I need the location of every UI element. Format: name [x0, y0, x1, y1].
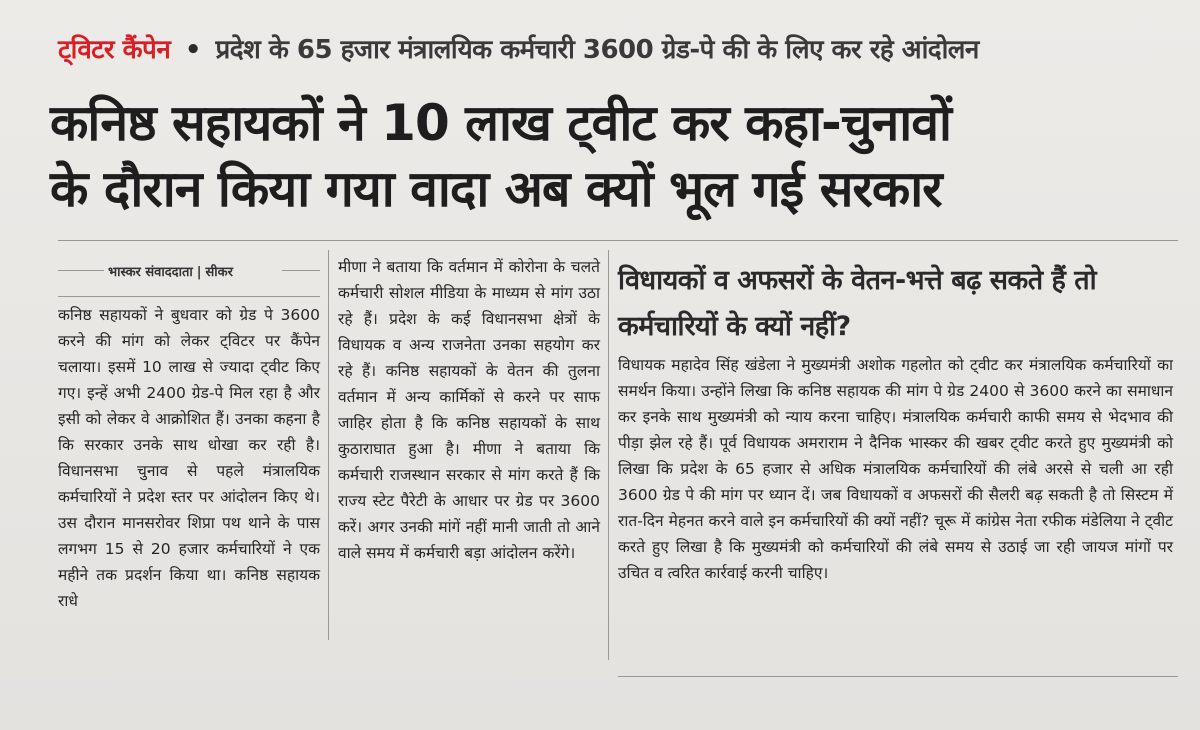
col1-top-rule — [58, 296, 320, 297]
kicker-line — [58, 30, 1178, 66]
subheadline: विधायकों व अफसरों के वेतन-भत्ते बढ़ सकते हैं तो कर्मचारियों के क्यों नहीं? — [618, 265, 1097, 342]
column-2-text: मीणा ने बताया कि वर्तमान में कोरोना के चलते कर्मचारी सोशल मीडिया के माध्यम से मांग उठा रहे हैं। प्रदेश के कई विधानसभा क्षेत्रों के विधायक व अन्य राजनेता उनका सहयोग कर रहे हैं। कनिष्ठ सहायकों के वेतन की तुलना वर्तमान में अन्य कार्मिकों से करने पर साफ जाहिर होता है कि कनिष्ठ सहायकों के साथ कुठाराघात हुआ है। मीणा ने बताया कि कर्मचारी राजस्थान सरकार से मांग करते हैं कि राज्य स्टेट पैरेटी के आधार पर ग्रेड पर 3600 करें। अगर उनकी मांगें नहीं मानी जाती तो आने वाले समय में कर्मचारी बड़ा आंदोलन करेंगे। — [338, 258, 600, 562]
column-divider-2 — [608, 250, 609, 660]
headline-line-1: कनिष्ठ सहायकों ने 10 लाख ट्वीट कर कहा-चुनावों — [50, 94, 951, 152]
byline — [108, 262, 233, 280]
headline — [50, 90, 1170, 222]
column-divider-1 — [328, 250, 329, 640]
kicker-tag: ट्विटर कैंपेन — [58, 35, 171, 65]
byline-reporter: भास्कर संवाददाता — [108, 265, 193, 280]
bottom-rule — [618, 676, 1178, 677]
kicker-bullet: • — [184, 35, 201, 65]
column-3-text: विधायक महादेव सिंह खंडेला ने मुख्यमंत्री अशोक गहलोत को ट्वीट कर मंत्रालयिक कर्मचारियों का समर्थन किया। उन्होंने लिखा कि कनिष्ठ सहायक की मांग पे ग्रेड 2400 से 3600 करने का समाधान कर इनके साथ मुख्यमंत्री को न्याय करना चाहिए। मंत्रालयिक कर्मचारी काफी समय से भेदभाव की पीड़ा झेल रहे हैं। पूर्व विधायक अमराराम ने दैनिक भास्कर की खबर ट्वीट करते हुए मुख्यमंत्री को लिखा कि प्रदेश के 65 हजार से अधिक मंत्रालयिक कर्मचारियों की लंबे अरसे से चली आ रही 3600 ग्रेड पे की मांग पर ध्यान दें। जब विधायकों व अफसरों की सैलरी बढ़ सकती है तो सिस्टम में रात-दिन मेहनत करने वाले इन कर्मचारियों की क्यों नहीं? चूरू में कांग्रेस नेता रफीक मंडेलिया ने ट्वीट करते हुए लिखा है कि मुख्यमंत्री को कर्मचारियों की लंबे समय से उठाई जा रही जायज मांगों पर उचित व त्वरित कार्रवाई करनी चाहिए। — [618, 356, 1173, 582]
byline-separator: | — [196, 265, 202, 280]
column-1-text: कनिष्ठ सहायकों ने बुधवार को ग्रेड पे 3600 करने की मांग को लेकर ट्विटर पर कैंपेन चलाया। इसमें 10 लाख से ज्यादा ट्वीट किए गए। इन्हें अभी 2400 ग्रेड-पे मिल रहा है और इसी को लेकर वे आक्रोशित हैं। उनका कहना है कि सरकार उनके साथ धोखा कर रही है। विधानसभा चुनाव से पहले मंत्रालयिक कर्मचारियों ने प्रदेश स्तर पर आंदोलन किए थे। उस दौरान मानसरोवर शिप्रा पथ थाने के पास लगभग 15 से 20 हजार कर्मचारियों ने एक महीने तक प्रदर्शन किया था। कनिष्ठ सहायक राधे — [58, 306, 320, 610]
byline-rule-left — [58, 270, 104, 271]
top-divider — [58, 240, 1178, 241]
headline-line-2: के दौरान किया गया वादा अब क्यों भूल गई सरकार — [50, 160, 942, 218]
byline-rule-right — [282, 270, 320, 271]
byline-location: सीकर — [205, 265, 233, 280]
kicker-text: प्रदेश के 65 हजार मंत्रालयिक कर्मचारी 3600 ग्रेड-पे की के लिए कर रहे आंदोलन — [215, 35, 979, 65]
